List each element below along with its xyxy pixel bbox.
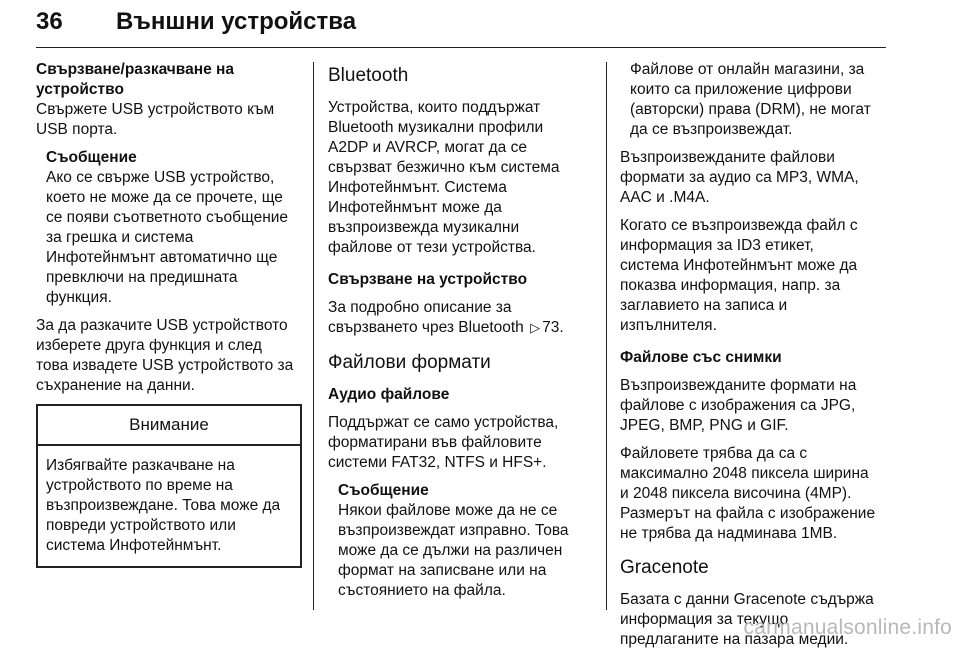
- bluetooth-paragraph: Устройства, които поддържат Bluetooth музикални профили A2DP и AVRCP, могат да се свързват безжично към система Инфотейнмънт. Система Инфотейнмънт може да възпроизвежда музикални файлове от тези устройства.: [328, 99, 560, 256]
- column-divider-1: [313, 62, 314, 610]
- warning-box: [36, 404, 302, 568]
- note-title: Съобщение: [46, 149, 137, 166]
- watermark: carmanualsonline.info: [743, 616, 952, 639]
- intro-paragraph: Свържете USB устройството към USB порта.: [36, 101, 275, 138]
- photo-files-heading: Файлове със снимки: [620, 349, 782, 366]
- image-size-paragraph: Файловете трябва да са с максимално 2048 пиксела ширина и 2048 пиксела височина (4MP). Размерът на файла с изображение не трябва да надминава 1MB.: [620, 445, 876, 542]
- warning-title: Внимание: [38, 406, 300, 446]
- note-block-2: Съобщение Някои файлове може да не се възпроизвеждат изправно. Това може да се дължи на различен формат на записване или на състоянието на файла.: [328, 481, 598, 601]
- column-divider-2: [606, 62, 607, 610]
- audio-files-paragraph: Поддържат се само устройства, форматирани във файловите системи FAT32, NTFS и HFS+.: [328, 414, 559, 471]
- header-divider: [36, 47, 886, 48]
- photo-files-paragraph: Възпроизвежданите формати на файлове с изображения са JPG, JPEG, BMP, PNG и GIF.: [620, 377, 857, 434]
- file-formats-title: Файлови формати: [328, 352, 491, 373]
- note-title-2: Съобщение: [338, 482, 429, 499]
- column-1: [36, 60, 304, 568]
- page-number: 36: [36, 8, 63, 35]
- audio-formats-paragraph: Възпроизвежданите файлови формати за аудио са MP3, WMA, AAC и .M4A.: [620, 149, 859, 206]
- connect-device-heading: Свързване на устройство: [328, 271, 528, 288]
- note-block: Съобщение Ако се свърже USB устройство, което не може да се прочете, ще се появи съответното съобщение за грешка и система Инфотейнмънт автоматично ще превключи на предишната функция.: [36, 148, 304, 308]
- gracenote-paragraph: Базата с данни Gracenote съдържа информация за текущо предлаганите на пазара медии.: [620, 591, 874, 648]
- bluetooth-title: Bluetooth: [328, 65, 409, 86]
- page-reference-link[interactable]: 73.: [542, 319, 564, 336]
- warning-body: Избягвайте разкачване на устройството по време на възпроизвеждане. Това може да повреди устройството или система Инфотейнмънт.: [46, 457, 281, 554]
- page-header: [36, 6, 886, 46]
- drm-note-continued: Файлове от онлайн магазини, за които са приложение цифрови (авторски) права (DRM), не могат да се възпроизвеждат.: [630, 61, 871, 138]
- connect-device-paragraph: За подробно описание за свързването чрез Bluetooth ▷ 73.: [328, 299, 564, 336]
- column-2: [328, 60, 598, 609]
- audio-files-heading: Аудио файлове: [328, 386, 450, 403]
- page-title: Външни устройства: [116, 8, 357, 35]
- gracenote-title: Gracenote: [620, 557, 709, 578]
- disconnect-paragraph: За да разкачите USB устройството изберете друга функция и след това извадете USB устройството за съхранение на данни.: [36, 317, 294, 394]
- page-reference-arrow-icon: ▷: [530, 321, 541, 336]
- id3-paragraph: Когато се възпроизвежда файл с информация за ID3 етикет, система Инфотейнмънт може да показва информация, напр. за заглавието на записа и изпълнителя.: [620, 217, 858, 334]
- column-3: [620, 60, 900, 658]
- section-heading-connect: Свързване/разкачване на устройство: [36, 61, 235, 98]
